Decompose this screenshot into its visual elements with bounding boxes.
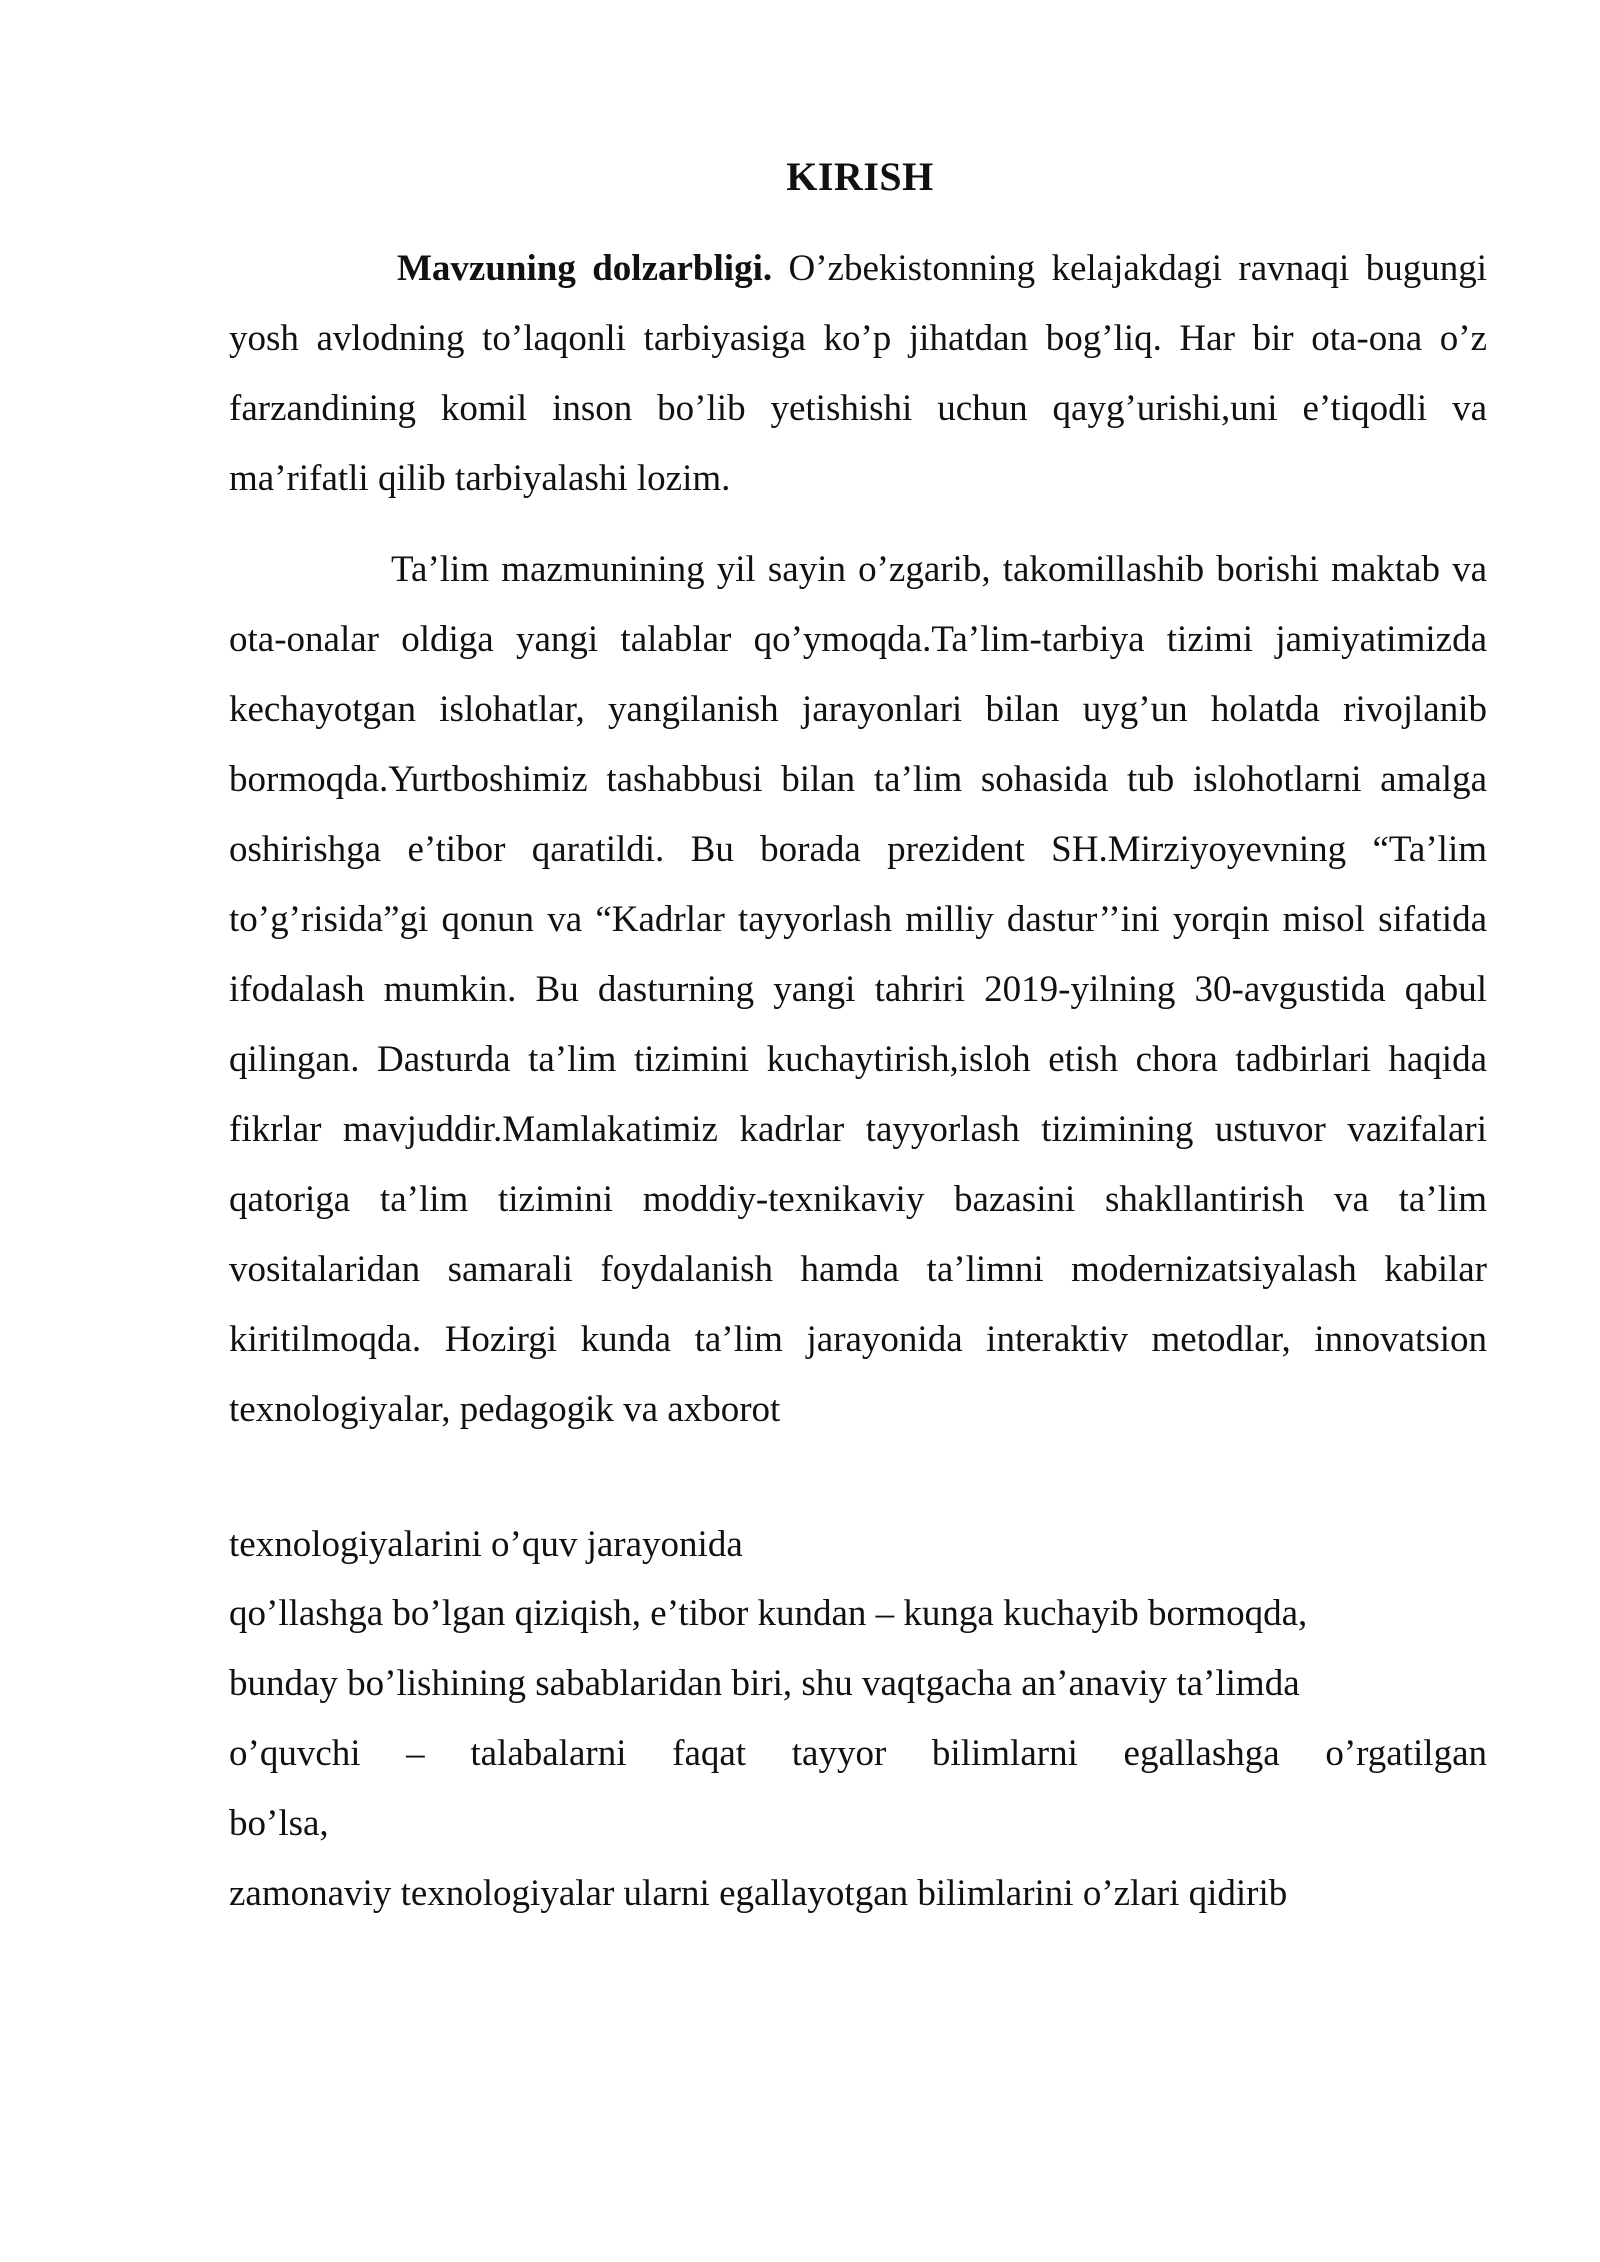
paragraph-education bbox=[229, 535, 1487, 1445]
text-line: bunday bo’lishining sabablaridan biri, shu vaqtgacha an’anaviy ta’limda bbox=[229, 1663, 1300, 1704]
section-heading: KIRISH bbox=[786, 154, 934, 199]
text-line: bo’lsa, bbox=[229, 1803, 329, 1844]
paragraph-text: O’zbekistonning kelajakdagi ravnaqi bugungi yosh avlodning to’laqonli tarbiyasiga ko’p jihatdan bog’liq. Har bir ota-ona o’z farzandining komil inson bo’lib yetishishi uchun qayg’urishi,uni e’tiqodli va ma’rifatli qilib tarbiyalashi lozim. bbox=[229, 248, 1487, 499]
text-line: zamonaviy texnologiyalar ularni egallayotgan bilimlarini o’zlari qidirib bbox=[229, 1873, 1288, 1914]
text-line: o’quvchi – talabalarni faqat tayyor bilimlarni egallashga o’rgatilgan bbox=[229, 1733, 1487, 1774]
paragraph-relevance bbox=[229, 234, 1487, 514]
text-line: texnologiyalarini o’quv jarayonida bbox=[229, 1524, 743, 1565]
paragraph-text: Ta’lim mazmunining yil sayin o’zgarib, takomillashib borishi maktab va ota-onalar oldiga yangi talablar qo’ymoqda.Ta’lim-tarbiya tizimi jamiyatimizda kechayotgan islohatlar, yangilanish jarayonlari bilan uyg’un holatda rivojlanib bormoqda.Yurtboshimiz tashabbusi bilan ta’lim sohasida tub islohotlarni amalga oshirishga e’tibor qaratildi. Bu borada prezident SH.Mirziyoyevning “Ta’lim to’g’risida”gi qonun va “Kadrlar tayyorlash milliy dastur’’ini yorqin misol sifatida ifodalash mumkin. Bu dasturning yangi tahriri 2019-yilning 30-avgustida qabul qilingan. Dasturda ta’lim tizimini kuchaytirish,isloh etish chora tadbirlari haqida fikrlar mavjuddir.Mamlakatimiz kadrlar tayyorlash tizimining ustuvor vazifalari qatoriga ta’lim tizimini moddiy-texnikaviy bazasini shakllantirish va ta’lim vositalaridan samarali foydalanish hamda ta’limni modernizatsiyalash kabilar kiritilmoqda. Hozirgi kunda ta’lim jarayonida interaktiv metodlar, innovatsion texnologiyalar, pedagogik va axborot bbox=[229, 549, 1487, 1430]
paragraph-lead: Mavzuning dolzarbligi. bbox=[397, 248, 773, 289]
text-line: qo’llashga bo’lgan qiziqish, e’tibor kundan – kunga kuchayib bormoqda, bbox=[229, 1593, 1308, 1634]
